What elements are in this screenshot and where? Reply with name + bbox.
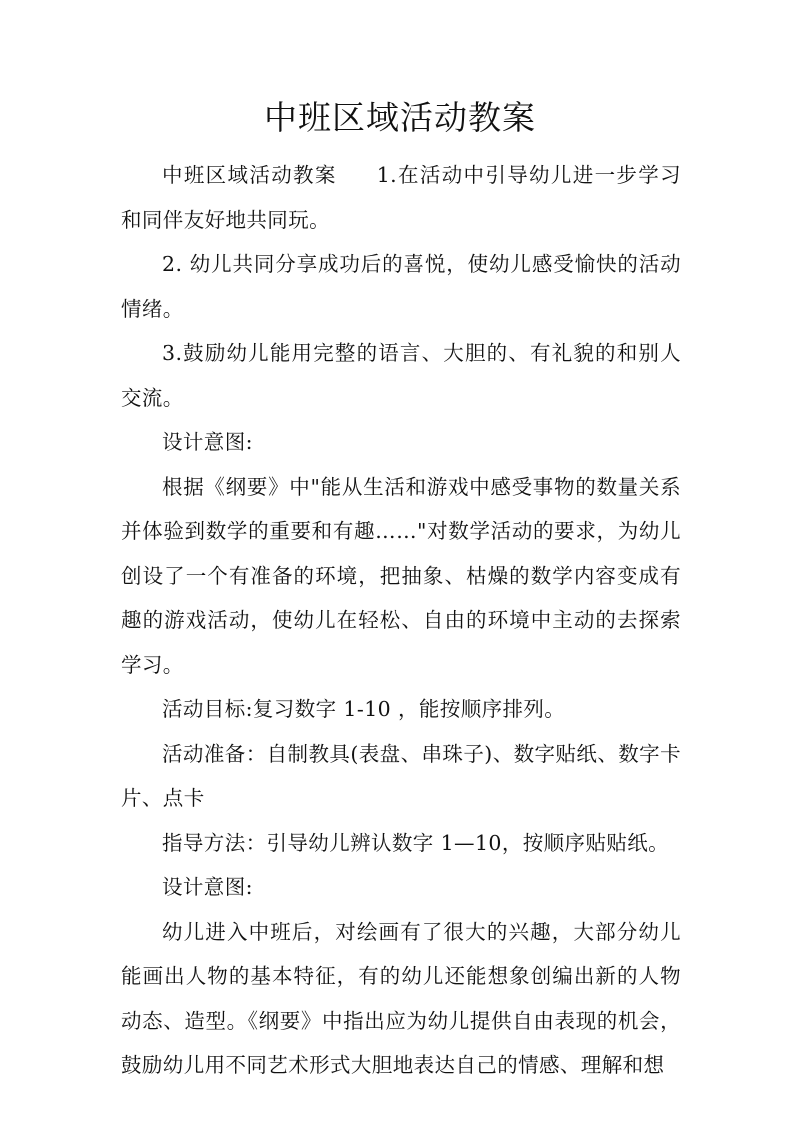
paragraph-design-intent-heading: 设计意图: (162, 430, 253, 454)
paragraph-drawing-intent: 幼儿进入中班后，对绘画有了很大的兴趣，大部分幼儿能画出人物的基本特征，有的幼儿还能想象创编出新的人物动态、造型。《纲要》中指出应为幼儿提供自由表现的机会，鼓励幼儿用不同艺术形式大胆地表达自己的情感、理解和想 (121, 919, 681, 1077)
paragraph-objective-2: 2. 幼儿共同分享成功后的喜悦，使幼儿感受愉快的活动情绪。 (121, 252, 681, 321)
paragraph-intro (121, 153, 681, 242)
paragraph-guidance-method: 指导方法：引导幼儿辨认数字 1—10，按顺序贴贴纸。 (162, 830, 670, 855)
paragraph-design-intent: 根据《纲要》中"能从生活和游戏中感受事物的数量关系并体验到数学的重要和有趣……"对数学活动的要求，为幼儿创设了一个有准备的环境，把抽象、枯燥的数学内容变成有趣的游戏活动，使幼儿在轻松、自由的环境中主动的去探索学习。 (121, 474, 681, 677)
paragraph-activity-goal: 活动目标:复习数字 1-10 ，能按顺序排列。 (162, 697, 566, 721)
document-body (121, 153, 681, 1088)
paragraph-activity-preparation: 活动准备：自制教具(表盘、串珠子)、数字贴纸、数字卡片、点卡 (121, 741, 681, 810)
intro-label: 中班区域活动教案 (162, 163, 337, 187)
paragraph-design-intent-heading-2: 设计意图: (162, 875, 253, 899)
document-title: 中班区域活动教案 (264, 98, 536, 137)
paragraph-objective-1: 1.在活动中引导幼儿进一步学习和同伴友好地共同玩。 (121, 163, 681, 232)
paragraph-objective-3: 3.鼓励幼儿能用完整的语言、大胆的、有礼貌的和别人交流。 (121, 341, 681, 410)
